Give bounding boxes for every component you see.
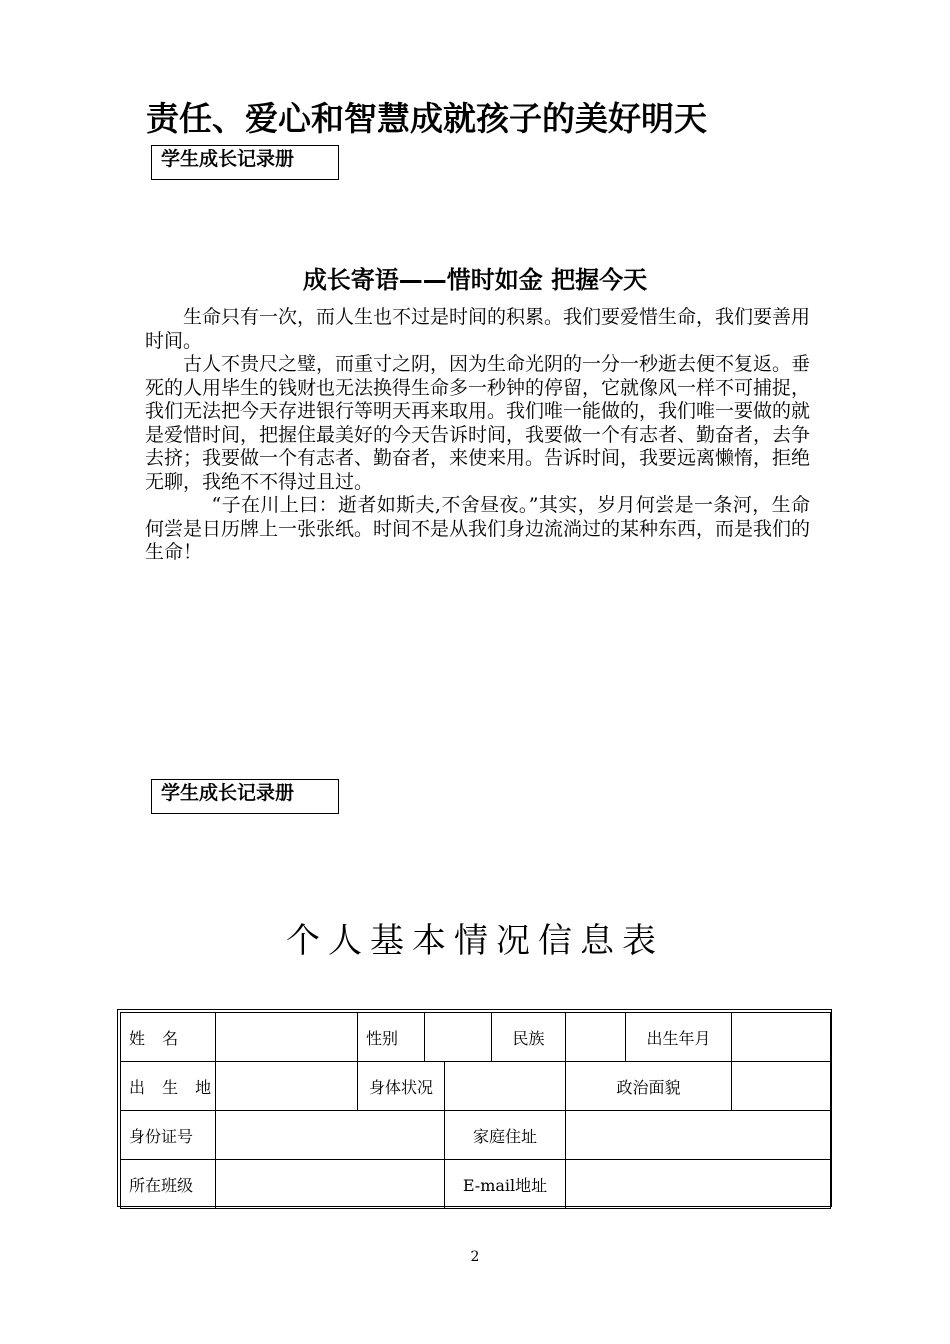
- essay-paragraph-1: 生命只有一次，而人生也不过是时间的积累。我们要爱惜生命，我们要善用时间。: [145, 306, 811, 352]
- page-headline: 责任、爱心和智慧成就孩子的美好明天: [146, 99, 707, 138]
- class-field[interactable]: [216, 1160, 445, 1209]
- section-title: 成长寄语——惜时如金 把握今天: [302, 266, 648, 294]
- birthplace-label-text: 出 生 地: [129, 1077, 218, 1097]
- gender-label: 性别: [358, 1013, 425, 1062]
- record-book-label-box: [151, 145, 339, 180]
- table-row: [121, 1160, 831, 1209]
- health-label: 身体状况: [358, 1062, 445, 1111]
- table-row: [121, 1013, 831, 1062]
- name-field[interactable]: [216, 1013, 358, 1062]
- table-row: [121, 1111, 831, 1160]
- health-field[interactable]: [445, 1062, 566, 1111]
- birthplace-label: [121, 1062, 216, 1111]
- record-book-label-2: 学生成长记录册: [161, 782, 295, 804]
- ethnicity-field[interactable]: [566, 1013, 626, 1062]
- personal-info-table: [120, 1012, 831, 1209]
- record-book-label: 学生成长记录册: [161, 148, 295, 170]
- record-book-label-box-2: [151, 779, 339, 814]
- essay-body: [145, 306, 810, 565]
- page-number: 2: [470, 1249, 480, 1265]
- birthplace-field[interactable]: [216, 1062, 358, 1111]
- email-field[interactable]: [566, 1160, 831, 1209]
- table-row: [121, 1062, 831, 1111]
- gender-field[interactable]: [425, 1013, 492, 1062]
- id-number-field[interactable]: [216, 1111, 445, 1160]
- class-label: 所在班级: [121, 1160, 216, 1209]
- essay-paragraph-2: 古人不贵尺之璧，而重寸之阴，因为生命光阴的一分一秒逝去便不复返。垂死的人用毕生的钱财也无法换得生命多一秒钟的停留，它就像风一样不可捕捉，我们无法把今天存进银行等明天再来取用。我们唯一能做的，我们唯一要做的就是爱惜时间，把握住最美好的今天告诉时间，我要做一个有志者、勤奋者，去争去挤；我要做一个有志者、勤奋者，来使来用。告诉时间，我要远离懒惰，拒绝无聊，我绝不不得过且过。: [145, 353, 811, 493]
- essay-paragraph-3: “子在川上曰：逝者如斯夫,不舍昼夜。”其实，岁月何尝是一条河，生命何尝是日历牌上一张张纸。时间不是从我们身边流淌过的某种东西，而是我们的生命！: [145, 494, 811, 563]
- name-label: [121, 1013, 216, 1062]
- form-title: 个人基本情况信息表: [286, 921, 664, 961]
- id-number-label: 身份证号: [121, 1111, 216, 1160]
- email-label: E-mail地址: [445, 1160, 566, 1209]
- political-status-field[interactable]: [732, 1062, 831, 1111]
- political-status-label: 政治面貌: [566, 1062, 732, 1111]
- name-label-text: 姓 名: [129, 1028, 185, 1048]
- birth-date-field[interactable]: [732, 1013, 831, 1062]
- home-address-field[interactable]: [566, 1111, 831, 1160]
- home-address-label: 家庭住址: [445, 1111, 566, 1160]
- ethnicity-label: 民族: [492, 1013, 566, 1062]
- birth-date-label: 出生年月: [626, 1013, 732, 1062]
